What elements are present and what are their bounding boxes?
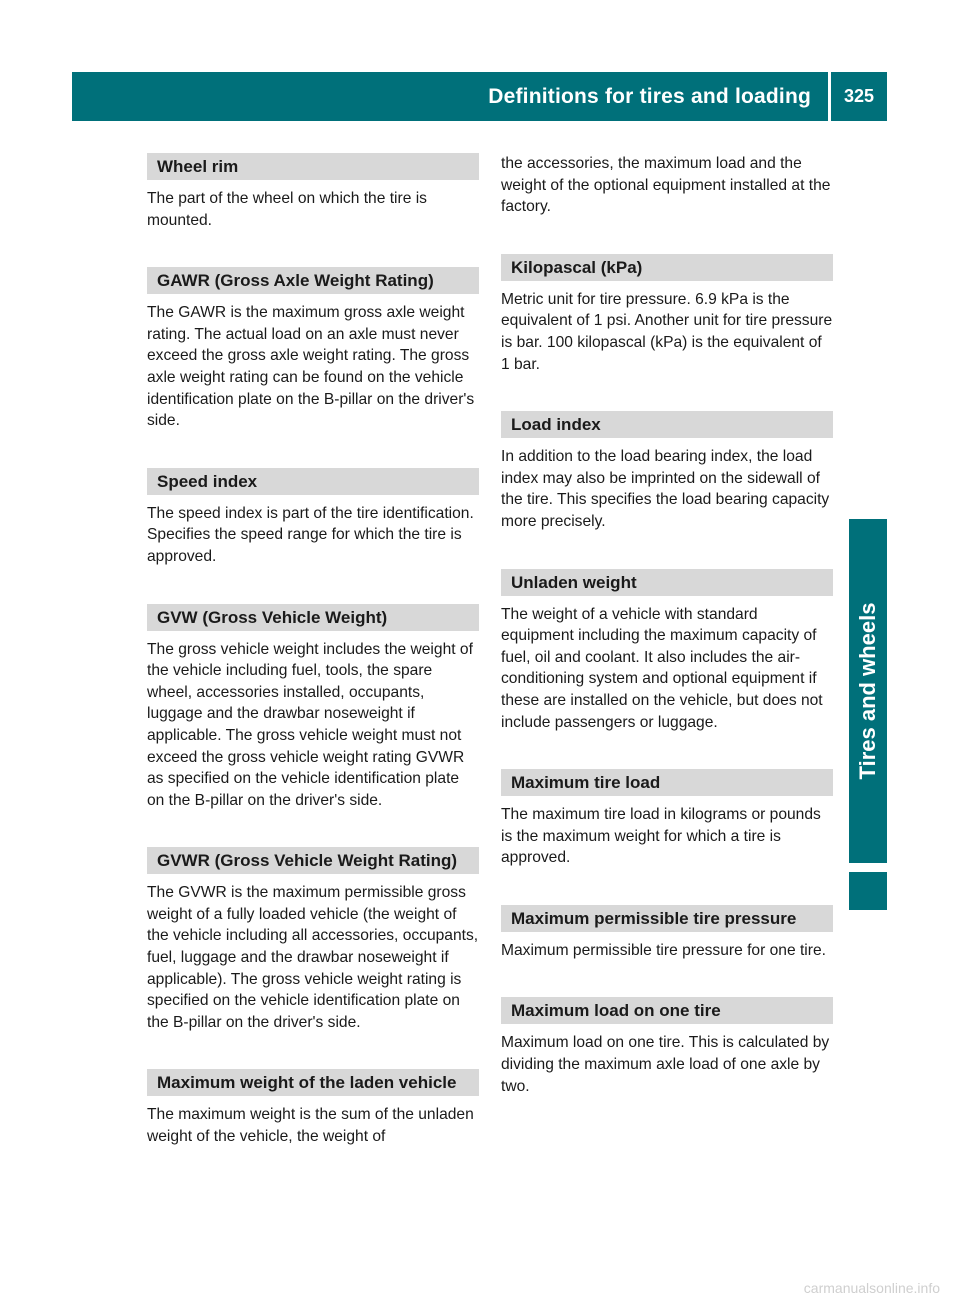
section-body: The maximum weight is the sum of the unladen weight of the vehicle, the weight of [147, 1106, 474, 1146]
section-heading: Unladen weight [501, 569, 833, 596]
section-max-laden-weight [147, 1069, 479, 1147]
section-body: Maximum load on one tire. This is calculated by dividing the maximum axle load of one axle by two. [501, 1034, 830, 1095]
chapter-title: Definitions for tires and loading [488, 85, 811, 108]
section-speed-index [147, 468, 479, 568]
section-tab-label: Tires and wheels [855, 602, 880, 780]
section-body: Maximum permissible tire pressure for one tire. [501, 941, 826, 959]
section-unladen-weight [501, 569, 833, 734]
section-heading: Speed index [147, 468, 479, 495]
section-heading: Maximum permissible tire pressure [501, 905, 833, 932]
section-body: The weight of a vehicle with standard equipment including the maximum capacity of fuel, oil and coolant. It also includes the air-conditioning system and optional equipment if these are installed on the vehicle, but does not include passengers or luggage. [501, 605, 823, 731]
section-max-load-one-tire [501, 997, 833, 1097]
section-load-index [501, 411, 833, 532]
section-kilopascal [501, 254, 833, 375]
section-body: The GVWR is the maximum permissible gross weight of a fully loaded vehicle (the weight of the vehicle including all accessories, occupants, fuel, luggage and the drawbar noseweight if applicable). The gross vehicle weight rating is specified on the vehicle identification plate on the B-pillar on the driver's side. [147, 884, 479, 1031]
section-body: In addition to the load bearing index, the load index may also be imprinted on the sidewall of the tire. This specifies the load bearing capacity more precisely. [501, 448, 830, 530]
section-tab [849, 519, 887, 863]
page-number: 325 [843, 86, 875, 106]
section-gvw [147, 604, 479, 812]
right-column [501, 153, 833, 1133]
section-heading: GAWR (Gross Axle Weight Rating) [147, 267, 479, 294]
section-body: The gross vehicle weight includes the weight of the vehicle including fuel, tools, the spare wheel, accessories installed, occupants, luggage and the drawbar noseweight if applicable. The gross vehicle weight must not exceed the gross vehicle weight rating GVWR as specified on the vehicle identification plate on the B-pillar on the driver's side. [147, 640, 473, 809]
section-heading: Maximum tire load [501, 769, 833, 796]
section-body: Metric unit for tire pressure. 6.9 kPa is the equivalent of 1 psi. Another unit for tire pressure is bar. 100 kilopascal (kPa) is the equivalent of 1 bar. [501, 290, 833, 373]
section-gvwr [147, 847, 479, 1033]
section-body: The maximum tire load in kilograms or pounds is the maximum weight for which a tire is approved. [501, 806, 821, 867]
section-heading: GVWR (Gross Vehicle Weight Rating) [147, 847, 479, 874]
section-gawr [147, 267, 479, 432]
section-body: The speed index is part of the tire identification. Specifies the speed range for which the tire is approved. [147, 504, 474, 565]
section-heading: Wheel rim [147, 153, 479, 180]
section-wheel-rim [147, 153, 479, 231]
watermark: carmanualsonline.info [803, 1280, 940, 1296]
section-heading: Kilopascal (kPa) [501, 254, 833, 281]
section-body: The GAWR is the maximum gross axle weight rating. The actual load on an axle must never exceed the gross axle weight rating. The gross axle weight rating can be found on the vehicle identification plate on the B-pillar on the driver's side. [147, 304, 475, 430]
section-heading: Maximum weight of the laden vehicle [147, 1069, 479, 1096]
page-header [72, 72, 887, 121]
continued-paragraph [501, 153, 833, 218]
left-column [147, 153, 479, 1184]
section-max-tire-pressure [501, 905, 833, 962]
section-heading: Maximum load on one tire [501, 997, 833, 1024]
section-heading: Load index [501, 411, 833, 438]
tab-marker [849, 872, 887, 910]
section-heading: GVW (Gross Vehicle Weight) [147, 604, 479, 631]
section-max-tire-load [501, 769, 833, 869]
continued-text: the accessories, the maximum load and the weight of the optional equipment installed at the factory. [501, 155, 831, 216]
section-body: The part of the wheel on which the tire is mounted. [147, 190, 427, 229]
